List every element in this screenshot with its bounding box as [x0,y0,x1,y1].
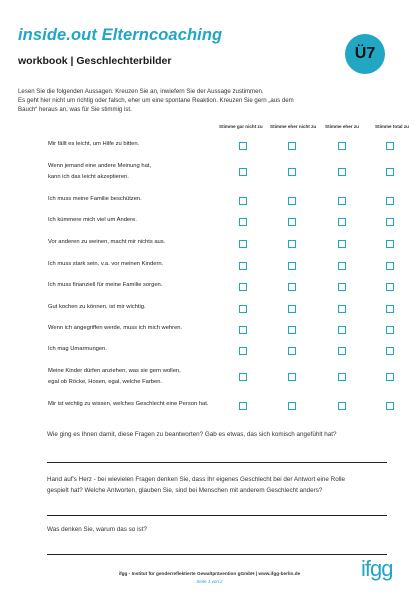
agreement-checkbox[interactable] [386,373,394,381]
statement-line: Ich mag Umarmungen. [48,346,107,352]
agreement-checkbox[interactable] [239,240,247,248]
agreement-checkbox[interactable] [338,142,346,150]
statement-line: Ich muss stark sein, v.a. vor meinen Kindern. [48,261,164,267]
agreement-checkbox[interactable] [288,168,296,176]
instructions [18,87,403,115]
question-line: Was denken Sie, warum das so ist? [47,526,147,533]
statement-text [48,237,165,248]
statement-line: Ich kümmere mich viel um Andere. [48,217,137,223]
agreement-checkbox[interactable] [338,283,346,291]
instruction-line: Bauch“ heraus an, was für Sie stimmig ist. [18,106,132,114]
question-line: Wie ging es Ihnen damit, diese Fragen zu beantworten? Gab es etwas, das sich komisch angefühlt hat? [47,431,337,438]
exercise-badge: Ü7 [345,34,385,74]
agreement-checkbox[interactable] [386,168,394,176]
agreement-checkbox[interactable] [386,305,394,313]
statement-text [48,302,146,313]
agreement-checkbox[interactable] [386,262,394,270]
agreement-checkbox[interactable] [338,197,346,205]
agreement-checkbox[interactable] [288,326,296,334]
agreement-checkbox[interactable] [338,305,346,313]
statement-line: kann ich das leicht akzeptieren. [48,173,129,180]
column-header: Stimme eher zu [325,124,359,129]
agreement-checkbox[interactable] [386,347,394,355]
agreement-checkbox[interactable] [338,262,346,270]
statement-line: Wenn ich angegriffen werde, muss ich mich wehren. [48,325,183,331]
agreement-checkbox[interactable] [386,283,394,291]
page-number: Seite 1 von 2 [196,579,223,584]
agreement-checkbox[interactable] [386,218,394,226]
agreement-checkbox[interactable] [239,283,247,291]
statement-text [48,399,208,410]
agreement-checkbox[interactable] [386,240,394,248]
agreement-checkbox[interactable] [239,402,247,410]
statement-line: Gut kochen zu können, ist mir wichtig. [48,304,146,310]
statement-text [48,366,181,387]
question-line: gespielt hat? Welche Antworten, glauben Sie, sind bei Menschen mit anderem Geschlecht anders? [47,486,323,494]
statement-text [48,215,137,226]
statement-line: Mir ist wichtig zu wissen, welches Geschlecht eine Person hat. [48,401,209,407]
column-header: Stimme eher nicht zu [270,124,317,129]
agreement-checkbox[interactable] [288,305,296,313]
statement-text [48,323,182,334]
agreement-checkbox[interactable] [239,142,247,150]
agreement-checkbox[interactable] [239,326,247,334]
statement-line: Wenn jemand eine andere Meinung hat, [48,163,152,169]
statement-text [48,139,139,150]
statement-text [48,344,107,355]
agreement-checkbox[interactable] [288,240,296,248]
question-line: Hand auf's Herz - bei wievielen Fragen denken Sie, dass Ihr eigenes Geschlecht bei der Antwort eine Rolle [47,476,346,483]
statement-line: Meine Kinder dürfen anziehen, was sie gern wollen, [48,368,181,374]
agreement-checkbox[interactable] [386,326,394,334]
agreement-checkbox[interactable] [338,373,346,381]
agreement-checkbox[interactable] [338,326,346,334]
agreement-checkbox[interactable] [239,373,247,381]
question-3 [47,525,147,536]
column-header: Stimme total zu [375,124,409,129]
statement-line: Mir fällt es leicht, um Hilfe zu bitten. [48,141,140,147]
instruction-line: Lesen Sie die folgenden Aussagen. Kreuzen Sie an, inwiefern Sie der Aussage zustimmen. [18,88,264,95]
agreement-checkbox[interactable] [338,168,346,176]
instruction-line: Es geht hier nicht um richtig oder falsch, eher um eine spontane Reaktion. Kreuzen Sie gern „aus dem [18,97,294,105]
agreement-checkbox[interactable] [288,402,296,410]
question-2 [47,475,345,496]
brand-title: inside.out Elterncoaching [18,26,223,44]
statement-text [48,280,162,291]
statement-line: Vor anderen zu weinen, macht mir nichts aus. [48,239,166,245]
agreement-checkbox[interactable] [239,168,247,176]
agreement-checkbox[interactable] [338,402,346,410]
agreement-checkbox[interactable] [288,373,296,381]
agreement-checkbox[interactable] [239,305,247,313]
answer-line[interactable] [47,515,387,516]
statement-text [48,259,163,270]
statement-text [48,194,142,205]
agreement-checkbox[interactable] [288,283,296,291]
agreement-checkbox[interactable] [288,262,296,270]
agreement-checkbox[interactable] [239,347,247,355]
footer-org: ifgg - Institut für genderreflektierte Gewaltprävention gGmbH | www.ifgg-berlin.de [118,571,301,576]
agreement-checkbox[interactable] [239,197,247,205]
agreement-checkbox[interactable] [338,240,346,248]
agreement-checkbox[interactable] [386,142,394,150]
statement-line: Ich muss meine Familie beschützen. [48,196,142,202]
agreement-checkbox[interactable] [239,218,247,226]
question-1 [47,430,336,441]
statement-text [48,161,151,182]
statement-line: Ich muss finanziell für meine Familie sorgen. [48,282,163,288]
agreement-checkbox[interactable] [338,347,346,355]
agreement-checkbox[interactable] [288,218,296,226]
agreement-checkbox[interactable] [386,402,394,410]
agreement-checkbox[interactable] [288,142,296,150]
agreement-checkbox[interactable] [386,197,394,205]
ifgg-logo: ifgg [361,556,393,581]
statement-line: egal ob Röcke, Hosen, egal, welche Farben. [48,378,163,385]
answer-line[interactable] [47,462,387,463]
agreement-checkbox[interactable] [239,262,247,270]
agreement-checkbox[interactable] [338,218,346,226]
agreement-checkbox[interactable] [288,197,296,205]
page-subtitle: workbook | Geschlechterbilder [18,55,172,67]
agreement-checkbox[interactable] [288,347,296,355]
answer-line[interactable] [47,554,387,555]
column-header: Stimme gar nicht zu [219,124,263,129]
